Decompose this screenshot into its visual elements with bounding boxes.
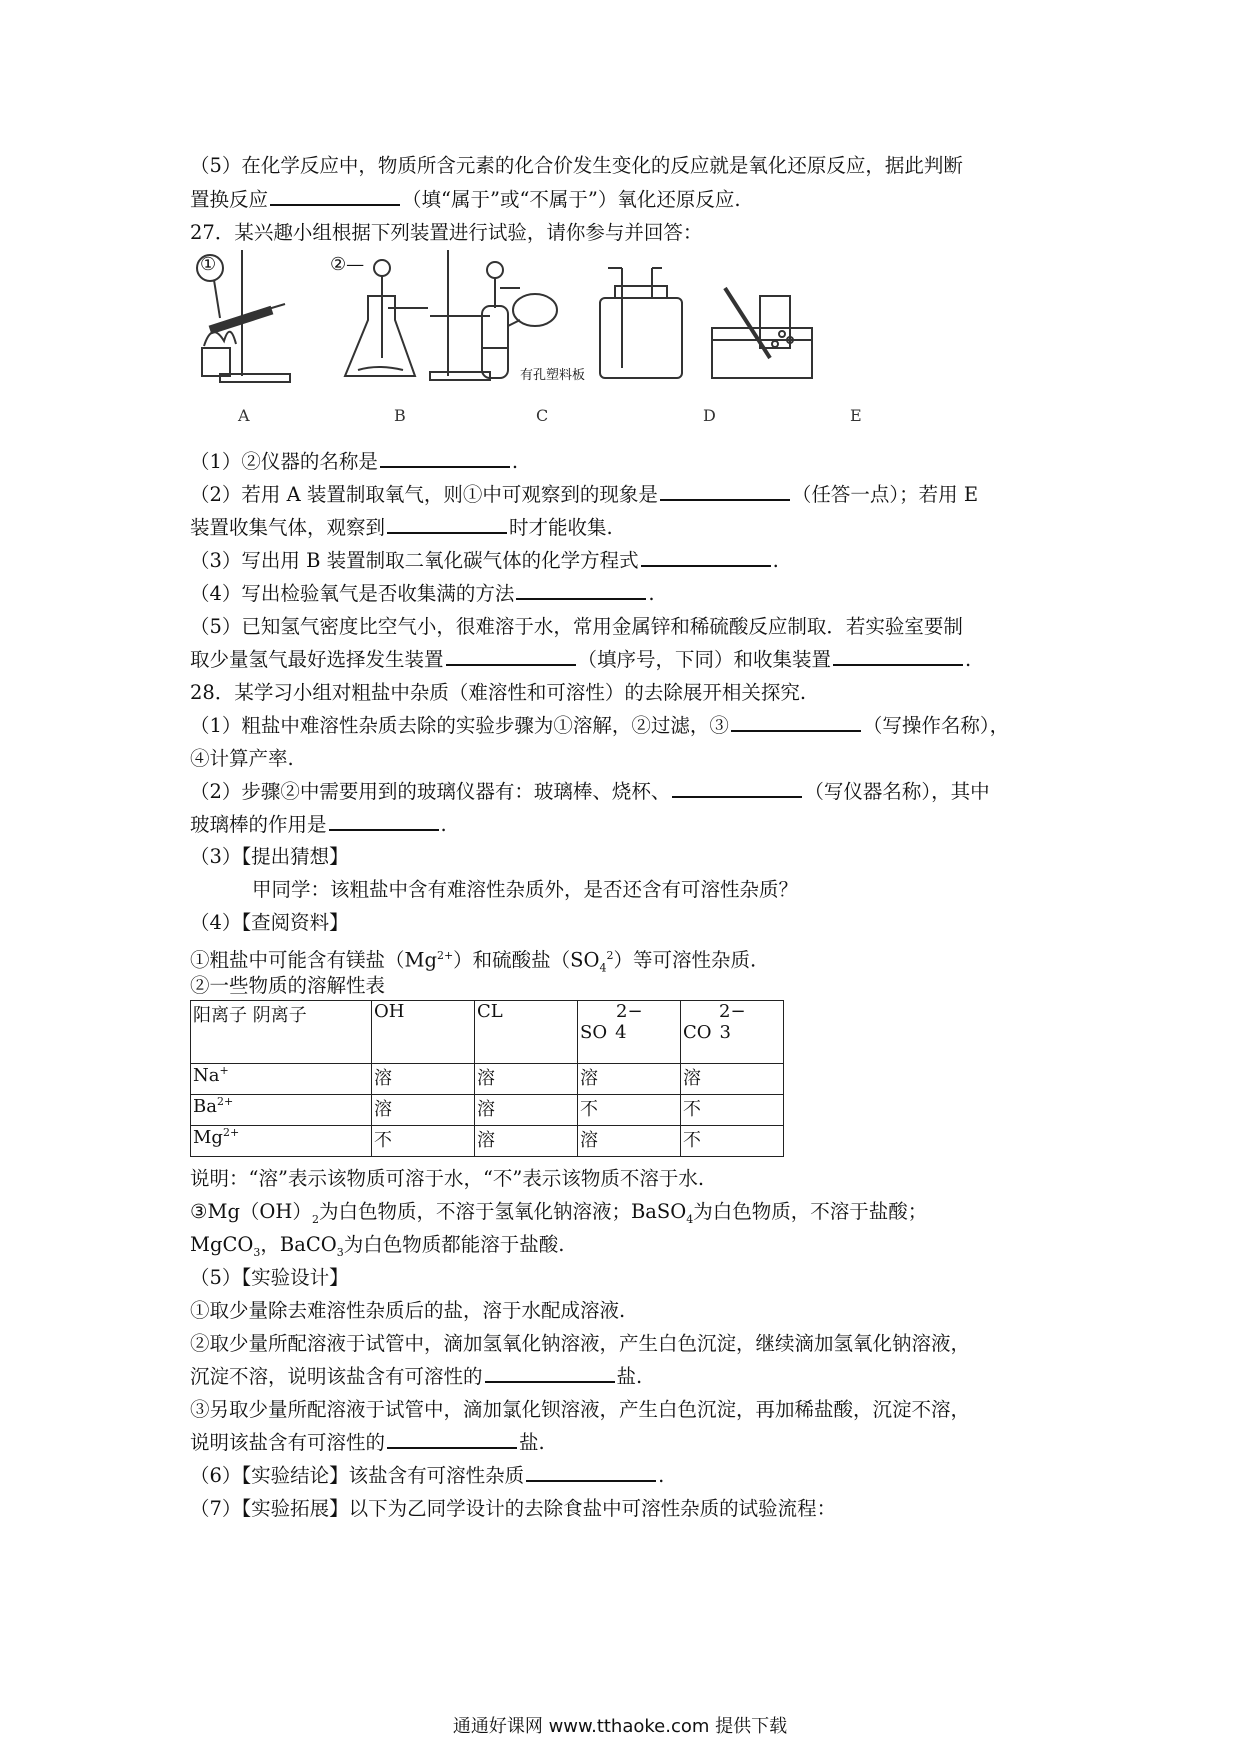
- apparatus-figure: [190, 248, 900, 430]
- answer-blank[interactable]: [672, 778, 802, 798]
- header-cell: 2− CO 3: [681, 1001, 784, 1064]
- q28-3: （3）【提出猜想】: [190, 845, 349, 868]
- answer-blank[interactable]: [516, 580, 646, 600]
- q28-7: （7）【实验拓展】以下为乙同学设计的去除食盐中可溶性杂质的试验流程：: [190, 1497, 837, 1520]
- table-note: 说明：“溶”表示该物质可溶于水，“不”表示该物质不溶于水.: [190, 1167, 705, 1190]
- q28-4-info4: MgCO$_3$，BaCO$_3$为白色物质都能溶于盐酸.: [190, 1233, 565, 1259]
- answer-blank[interactable]: [446, 646, 576, 666]
- marker-2: ②—: [330, 254, 365, 275]
- q27-title: 27．某兴趣小组根据下列装置进行试验，请你参与并回答：: [190, 221, 703, 244]
- label-c: C: [536, 406, 549, 425]
- answer-blank[interactable]: [833, 646, 963, 666]
- label-a: A: [238, 406, 250, 425]
- q28-5: （5）【实验设计】: [190, 1266, 349, 1289]
- answer-blank[interactable]: [387, 1429, 517, 1449]
- answer-blank[interactable]: [329, 811, 439, 831]
- q27-3: （3）写出用 B 装置制取二氧化碳气体的化学方程式 .: [190, 549, 779, 572]
- q28-5-step3-line2: 说明该盐含有可溶性的 盐.: [190, 1431, 545, 1454]
- q28-1-line1: （1）粗盐中难溶性杂质去除的实验步骤为①溶解，②过滤，③ （写操作名称），: [190, 714, 1010, 737]
- marker-1: ①: [200, 254, 217, 275]
- q27-2-line2: 装置收集气体，观察到 时才能收集.: [190, 516, 613, 539]
- table-row: $Mg^{2+}$ 不 溶 溶 不: [191, 1126, 784, 1157]
- header-cell: OH: [372, 1001, 475, 1064]
- table-row: $Ba^{2+}$ 溶 溶 不 不: [191, 1095, 784, 1126]
- q28-5-step1: ①取少量除去难溶性杂质后的盐，溶于水配成溶液.: [190, 1299, 626, 1322]
- q27-2-line1: （2）若用 A 装置制取氧气，则①中可观察到的现象是 （任答一点）；若用 E: [190, 483, 979, 506]
- q28-title: 28．某学习小组对粗盐中杂质（难溶性和可溶性）的去除展开相关探究.: [190, 681, 807, 704]
- label-b: B: [394, 406, 406, 425]
- answer-blank[interactable]: [731, 712, 861, 732]
- q26-5-line2: 置换反应 （填“属于”或“不属于”）氧化还原反应.: [190, 188, 741, 211]
- q28-6: （6）【实验结论】该盐含有可溶性杂质 .: [190, 1464, 665, 1487]
- header-cell: CL: [475, 1001, 578, 1064]
- apparatus-b: [345, 260, 428, 376]
- solubility-table: [190, 1000, 784, 1157]
- q27-4: （4）写出检验氧气是否收集满的方法 .: [190, 582, 655, 605]
- answer-blank[interactable]: [526, 1462, 656, 1482]
- apparatus-c: [430, 250, 557, 380]
- apparatus-e: [712, 288, 812, 378]
- label-d: D: [703, 406, 716, 425]
- answer-blank[interactable]: [270, 186, 400, 206]
- q28-3-hypothesis: 甲同学：该粗盐中含有难溶性杂质外，是否还含有可溶性杂质？: [252, 878, 799, 901]
- q28-1-line2: ④计算产率.: [190, 747, 294, 770]
- answer-blank[interactable]: [660, 481, 790, 501]
- table-row: Na+ 溶 溶 溶 溶: [191, 1064, 784, 1095]
- q28-5-step2-line1: ②取少量所配溶液于试管中，滴加氢氧化钠溶液，产生白色沉淀，继续滴加氢氧化钠溶液，: [190, 1332, 971, 1355]
- q27-1: （1）②仪器的名称是 .: [190, 450, 519, 473]
- q28-2-line1: （2）步骤②中需要用到的玻璃仪器有：玻璃棒、烧杯、 （写仪器名称），其中: [190, 780, 990, 803]
- q28-5-step2-line2: 沉淀不溶，说明该盐含有可溶性的 盐.: [190, 1365, 643, 1388]
- answer-blank[interactable]: [485, 1363, 615, 1383]
- q28-4-info2: ②一些物质的溶解性表: [190, 974, 386, 997]
- apparatus-d: [600, 268, 682, 378]
- q28-4-info3: $③Mg(OH)_2$为白色物质，不溶于氢氧化钠溶液；BaSO$_4$为白色物质，不溶于盐酸；: [190, 1200, 928, 1226]
- header-cell: 2− SO 4: [578, 1001, 681, 1064]
- answer-blank[interactable]: [387, 514, 507, 534]
- q27-5-line1: （5）已知氢气密度比空气小，很难溶于水，常用金属锌和稀硫酸反应制取．若实验室要制: [190, 615, 963, 638]
- q28-2-line2: 玻璃棒的作用是 .: [190, 813, 447, 836]
- q26-5-line1: （5）在化学反应中，物质所含元素的化合价发生变化的反应就是氧化还原反应，据此判断: [190, 154, 963, 177]
- header-cell: 阳离子 阴离子: [191, 1001, 372, 1064]
- q28-4-info1: ①粗盐中可能含有镁盐$(Mg^{2+})$和硫酸盐$(SO_4^2)$等可溶性杂质.: [190, 948, 757, 975]
- label-e: E: [850, 406, 862, 425]
- page-footer: 通通好课网 www.tthaoke.com 提供下载: [452, 1716, 788, 1737]
- q28-4: （4）【查阅资料】: [190, 911, 349, 934]
- q27-5-line2: 取少量氢气最好选择发生装置 （填序号，下同）和收集装置 .: [190, 648, 972, 671]
- answer-blank[interactable]: [380, 448, 510, 468]
- answer-blank[interactable]: [641, 547, 771, 567]
- q28-5-step3-line1: ③另取少量所配溶液于试管中，滴加氯化钡溶液，产生白色沉淀，再加稀盐酸，沉淀不溶，: [190, 1398, 971, 1421]
- plate-label: 有孔塑料板: [520, 368, 586, 383]
